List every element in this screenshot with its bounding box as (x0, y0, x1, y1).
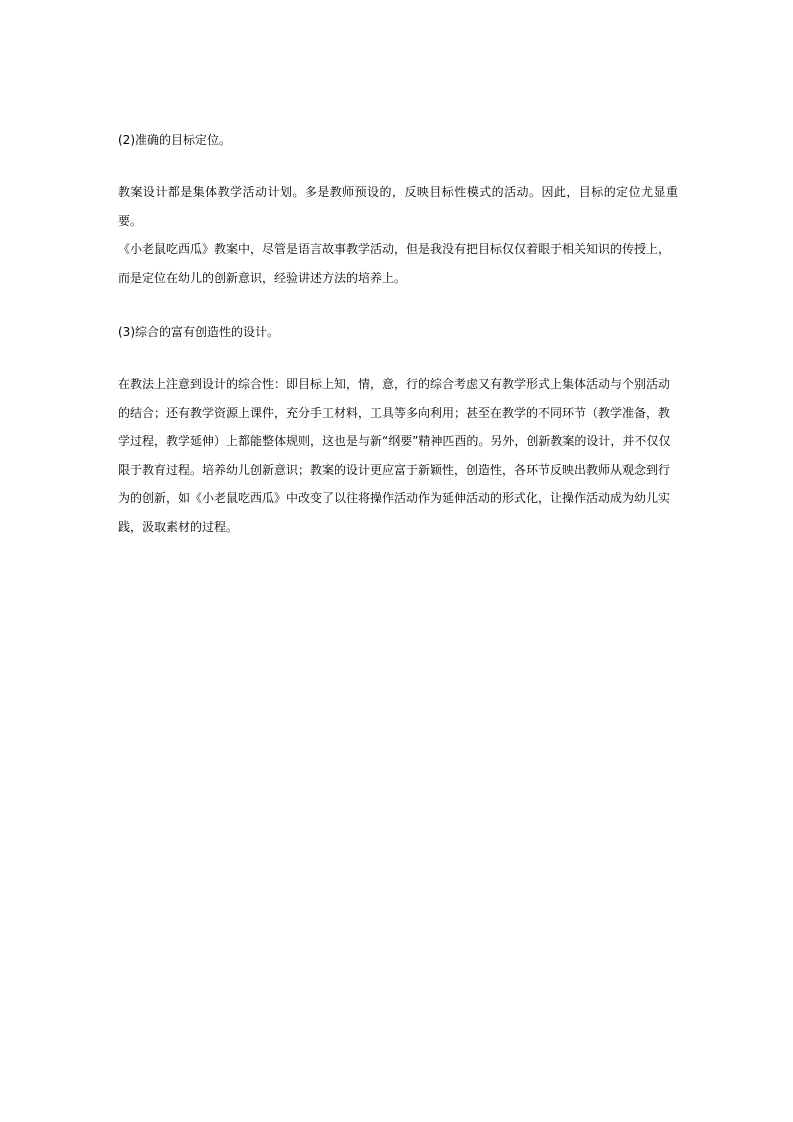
document-body (118, 128, 678, 541)
paragraph-line: 在教法上注意到设计的综合性：即目标上知，情，意，行的综合考虑又有教学形式上集体活动与个别活动 (118, 377, 671, 391)
paragraph-line: 践，汲取素材的过程。 (118, 519, 239, 534)
section-heading-creative-design: (3)综合的富有创造性的设计。 (118, 325, 279, 339)
spacer (118, 153, 678, 178)
paragraph-target-positioning (118, 178, 678, 292)
paragraph-line: 为的创新，如《小老鼠吃西瓜》中改变了以往将操作活动作为延伸活动的形式化，让操作活动成为幼儿实 (118, 491, 671, 505)
paragraph-line: 《小老鼠吃西瓜》教案中，尽管是语言故事教学活动，但是我没有把目标仅仅着眼于相关知识的传授上， (118, 242, 671, 256)
paragraph-creative-design (118, 370, 678, 541)
paragraph-line: 限于教育过程。培养幼儿创新意识；教案的设计更应富于新颖性，创造性，各环节反映出教师从观念到行 (118, 462, 671, 477)
spacer (118, 345, 678, 370)
paragraph-line: 教案设计都是集体教学活动计划。多是教师预设的，反映目标性模式的活动。因此，目标的定位尤显重要。 (118, 185, 678, 228)
paragraph-line: 而是定位在幼儿的创新意识，经验讲述方法的培养上。 (118, 270, 407, 285)
paragraph-line: 学过程，教学延伸）上都能整体规则，这也是与新“纲要”精神匹酉的。另外，创新教案的设计，并不仅仅 (118, 434, 671, 448)
spacer (118, 292, 678, 320)
section-heading-target-positioning: (2)准确的目标定位。 (118, 133, 231, 147)
paragraph-line: 的结合；还有教学资源上课件，充分手工材料，工具等多向利用；甚至在教学的不同环节（教学准备，教 (118, 405, 671, 420)
